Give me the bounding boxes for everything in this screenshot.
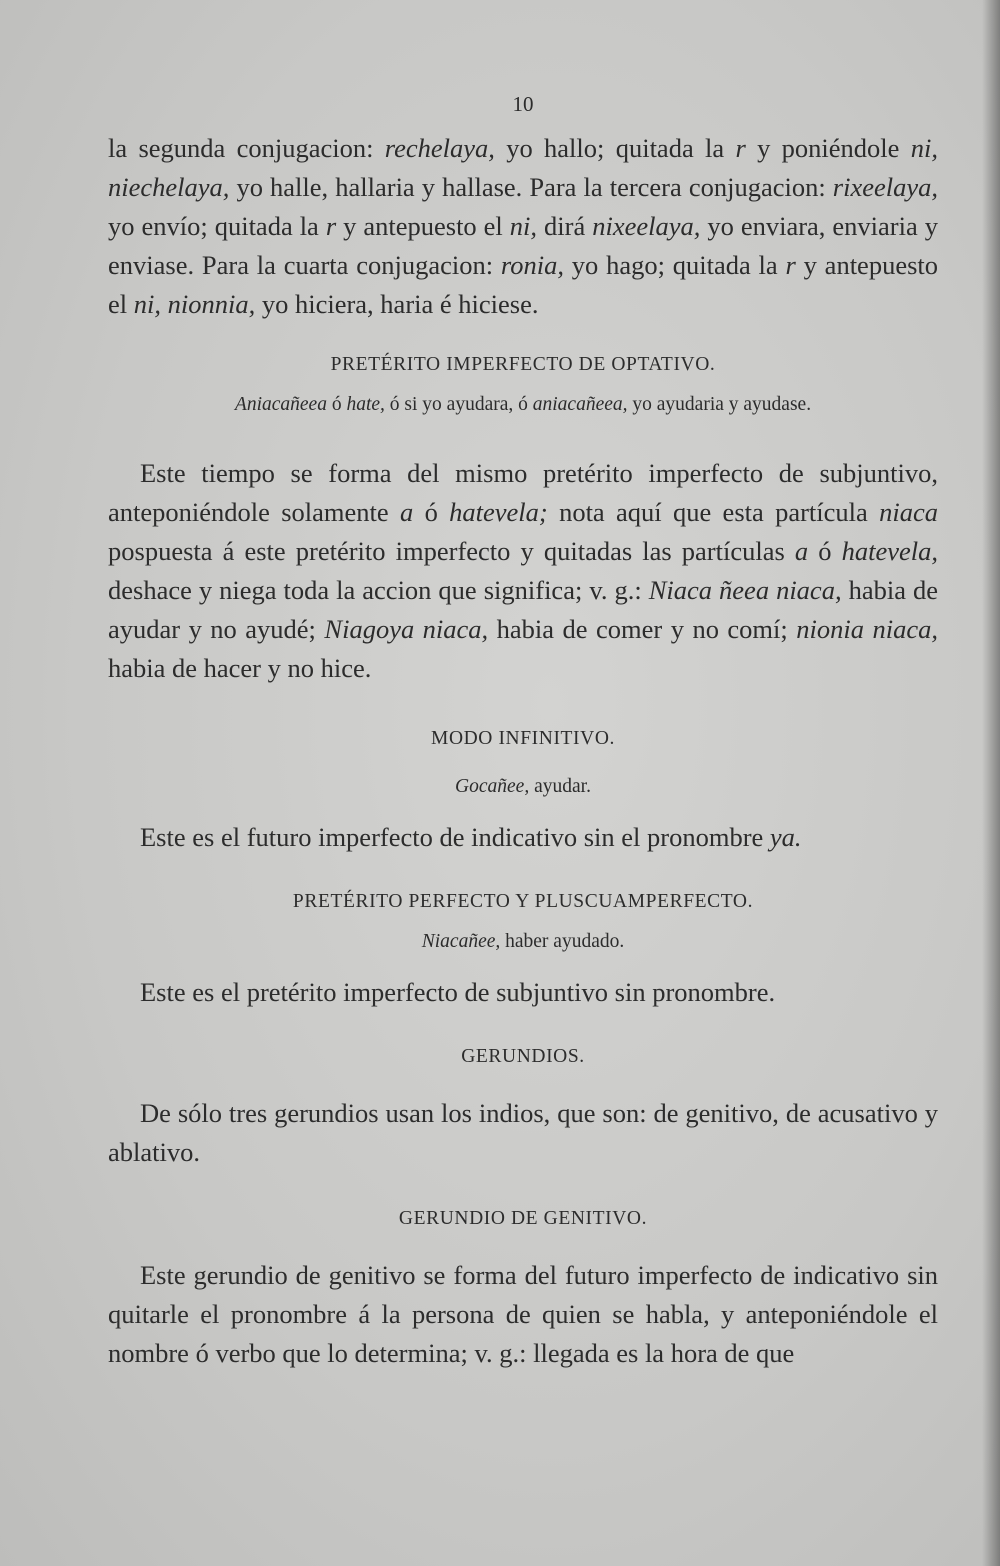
paragraph-gerundio-genitivo: Este gerundio de genitivo se forma del futuro imperfecto de indicativo sin quitarle el pronombre á la persona de quien se habla, y anteponiéndole el nombre ó verbo que lo determina; v. g.: llegada es la hora de que (108, 1260, 938, 1368)
paragraph-gerundios: De sólo tres gerundios usan los indios, que son: de genitivo, de acusativo y ablativo. (108, 1098, 938, 1167)
example-infinitivo: Gocañee, ayudar. (455, 776, 591, 797)
section-heading-modo-infinitivo: MODO INFINITIVO. (431, 728, 615, 749)
page-number: 10 (512, 92, 534, 116)
section-heading-preterito-imperfecto-optativo: PRETÉRITO IMPERFECTO DE OPTATIVO. (330, 354, 716, 375)
paragraph-conjugation-continued: la segunda conjugacion: rechelaya, yo hallo; quitada la r y poniéndole ni, niechelaya, yo halle, hallaria y hallase. Para la tercera conjugacion: rixeelaya, yo envío; quitada la r y antepuesto el ni, dirá nixeelaya, yo enviara, enviaria y enviase. Para la cuarta conjugacion: ronia, yo hago; quitada la r y antepuesto el ni, nionnia, yo hiciera, haria é hiciese. (108, 133, 939, 319)
page-content (108, 92, 938, 1373)
example-perfecto: Niacañee, haber ayudado. (421, 931, 625, 952)
example-optativo: Aniacañeea ó hate, ó si yo ayudara, ó aniacañeea, yo ayudaria y ayudase. (234, 394, 812, 415)
section-heading-preterito-perfecto: PRETÉRITO PERFECTO Y PLUSCUAMPERFECTO. (292, 891, 754, 912)
paragraph-optativo-formation: Este tiempo se forma del mismo pretérito imperfecto de subjuntivo, anteponiéndole solamente a ó hatevela; nota aquí que esta partícula niaca pospuesta á este pretérito imperfecto y quitadas las partículas a ó hatevela, deshace y niega toda la accion que significa; v. g.: Niaca ñeea niaca, habia de ayudar y no ayudé; Niagoya niaca, habia de comer y no comí; nionia niaca, habia de hacer y no hice. (108, 458, 938, 683)
section-heading-gerundio-genitivo: GERUNDIO DE GENITIVO. (398, 1208, 648, 1229)
paragraph-perfecto: Este es el pretérito imperfecto de subjuntivo sin pronombre. (140, 977, 776, 1007)
section-heading-gerundios: GERUNDIOS. (461, 1046, 585, 1067)
paragraph-infinitivo: Este es el futuro imperfecto de indicativo sin el pronombre ya. (140, 822, 802, 852)
page-edge-shadow (982, 0, 1000, 1566)
